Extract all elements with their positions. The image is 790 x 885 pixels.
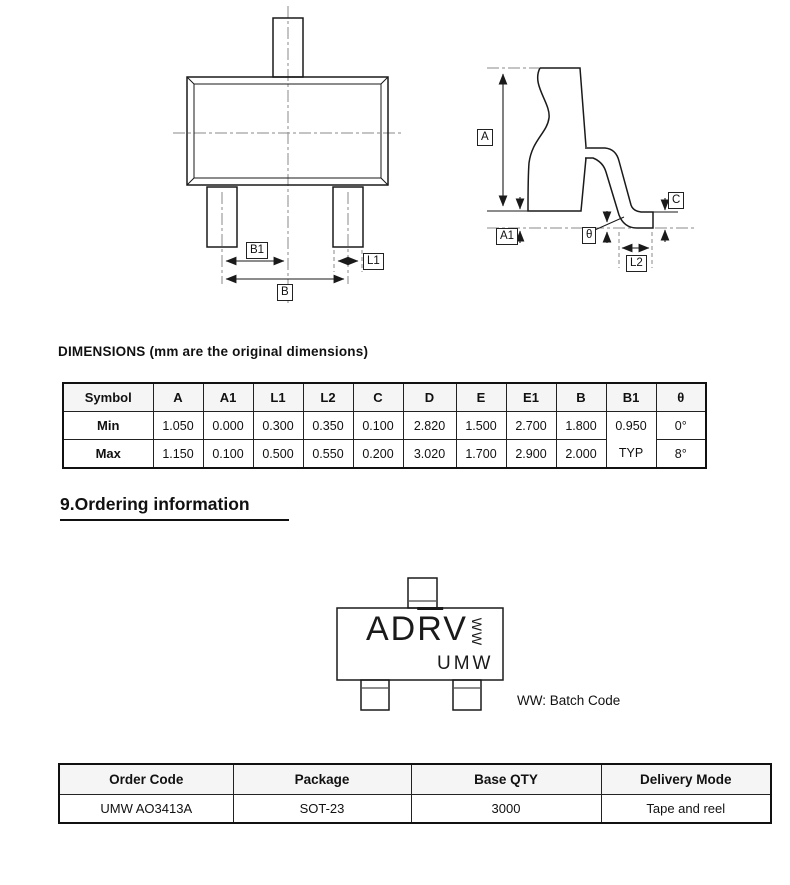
- table-cell: 0.350: [303, 412, 353, 440]
- dim-label-b: B: [277, 284, 293, 301]
- heading-underline: [60, 519, 289, 521]
- col-header-symbol: Symbol: [63, 383, 153, 412]
- batch-code-note: WW: Batch Code: [517, 693, 621, 708]
- table-cell-b1-merged: [606, 412, 656, 469]
- dimensions-header-row: [63, 383, 706, 412]
- col-header-b: B: [556, 383, 606, 412]
- base-qty-cell: 3000: [411, 795, 601, 824]
- col-header-e: E: [456, 383, 506, 412]
- col-header-order-code: Order Code: [59, 764, 233, 795]
- table-cell: 1.800: [556, 412, 606, 440]
- dimensions-table: [62, 382, 707, 469]
- marking-code-suffix: V: [443, 610, 468, 648]
- dim-label-a1: A1: [496, 228, 518, 245]
- col-header-package: Package: [233, 764, 411, 795]
- col-header-a1: A1: [203, 383, 253, 412]
- ordering-heading: 9.Ordering information: [60, 494, 250, 514]
- table-cell: 0.100: [353, 412, 403, 440]
- table-cell: 2.900: [506, 440, 556, 469]
- table-cell: 0°: [656, 412, 706, 440]
- marking-code-prefix: AD: [366, 610, 418, 648]
- col-header-theta: θ: [656, 383, 706, 412]
- table-cell: 0.500: [253, 440, 303, 469]
- table-cell: 1.150: [153, 440, 203, 469]
- table-cell: 1.500: [456, 412, 506, 440]
- b1-typ-label: TYP: [618, 445, 644, 460]
- col-header-delivery-mode: Delivery Mode: [601, 764, 771, 795]
- table-cell: 1.700: [456, 440, 506, 469]
- row-label-min: Min: [63, 412, 153, 440]
- col-header-d: D: [403, 383, 456, 412]
- table-cell: 0.300: [253, 412, 303, 440]
- dim-label-l2: L2: [626, 255, 647, 272]
- table-cell: 0.000: [203, 412, 253, 440]
- table-cell: 2.000: [556, 440, 606, 469]
- table-cell: 0.550: [303, 440, 353, 469]
- table-cell: 2.700: [506, 412, 556, 440]
- marking-code-overlined: $\overline{R}$: [417, 610, 444, 648]
- col-header-l1: L1: [253, 383, 303, 412]
- order-code-cell: UMW AO3413A: [59, 795, 233, 824]
- table-cell: 2.820: [403, 412, 456, 440]
- dimensions-min-row: [63, 412, 706, 440]
- ordering-data-row: [59, 795, 771, 824]
- dim-label-a: A: [477, 129, 493, 146]
- table-cell: 0.100: [203, 440, 253, 469]
- table-cell: 1.050: [153, 412, 203, 440]
- table-cell: 8°: [656, 440, 706, 469]
- ordering-header-row: [59, 764, 771, 795]
- dim-label-theta: θ: [582, 227, 596, 244]
- col-header-e1: E1: [506, 383, 556, 412]
- marking-brand: UMW: [437, 653, 494, 674]
- row-label-max: Max: [63, 440, 153, 469]
- col-header-c: C: [353, 383, 403, 412]
- dim-label-b1: B1: [246, 242, 268, 259]
- dim-label-c: C: [668, 192, 684, 209]
- col-header-b1: B1: [606, 383, 656, 412]
- col-header-a: A: [153, 383, 203, 412]
- ordering-table: [58, 763, 772, 824]
- b1-typ-value: 0.950: [615, 418, 647, 433]
- table-cell: 3.020: [403, 440, 456, 469]
- dimensions-heading: DIMENSIONS (mm are the original dimensions): [58, 344, 369, 359]
- package-cell: SOT-23: [233, 795, 411, 824]
- marking-batch-code-vertical: WW: [469, 617, 485, 647]
- dim-label-l1: L1: [363, 253, 384, 270]
- table-cell: 0.200: [353, 440, 403, 469]
- col-header-l2: L2: [303, 383, 353, 412]
- marking-device-code: [366, 611, 468, 647]
- delivery-mode-cell: Tape and reel: [601, 795, 771, 824]
- col-header-base-qty: Base QTY: [411, 764, 601, 795]
